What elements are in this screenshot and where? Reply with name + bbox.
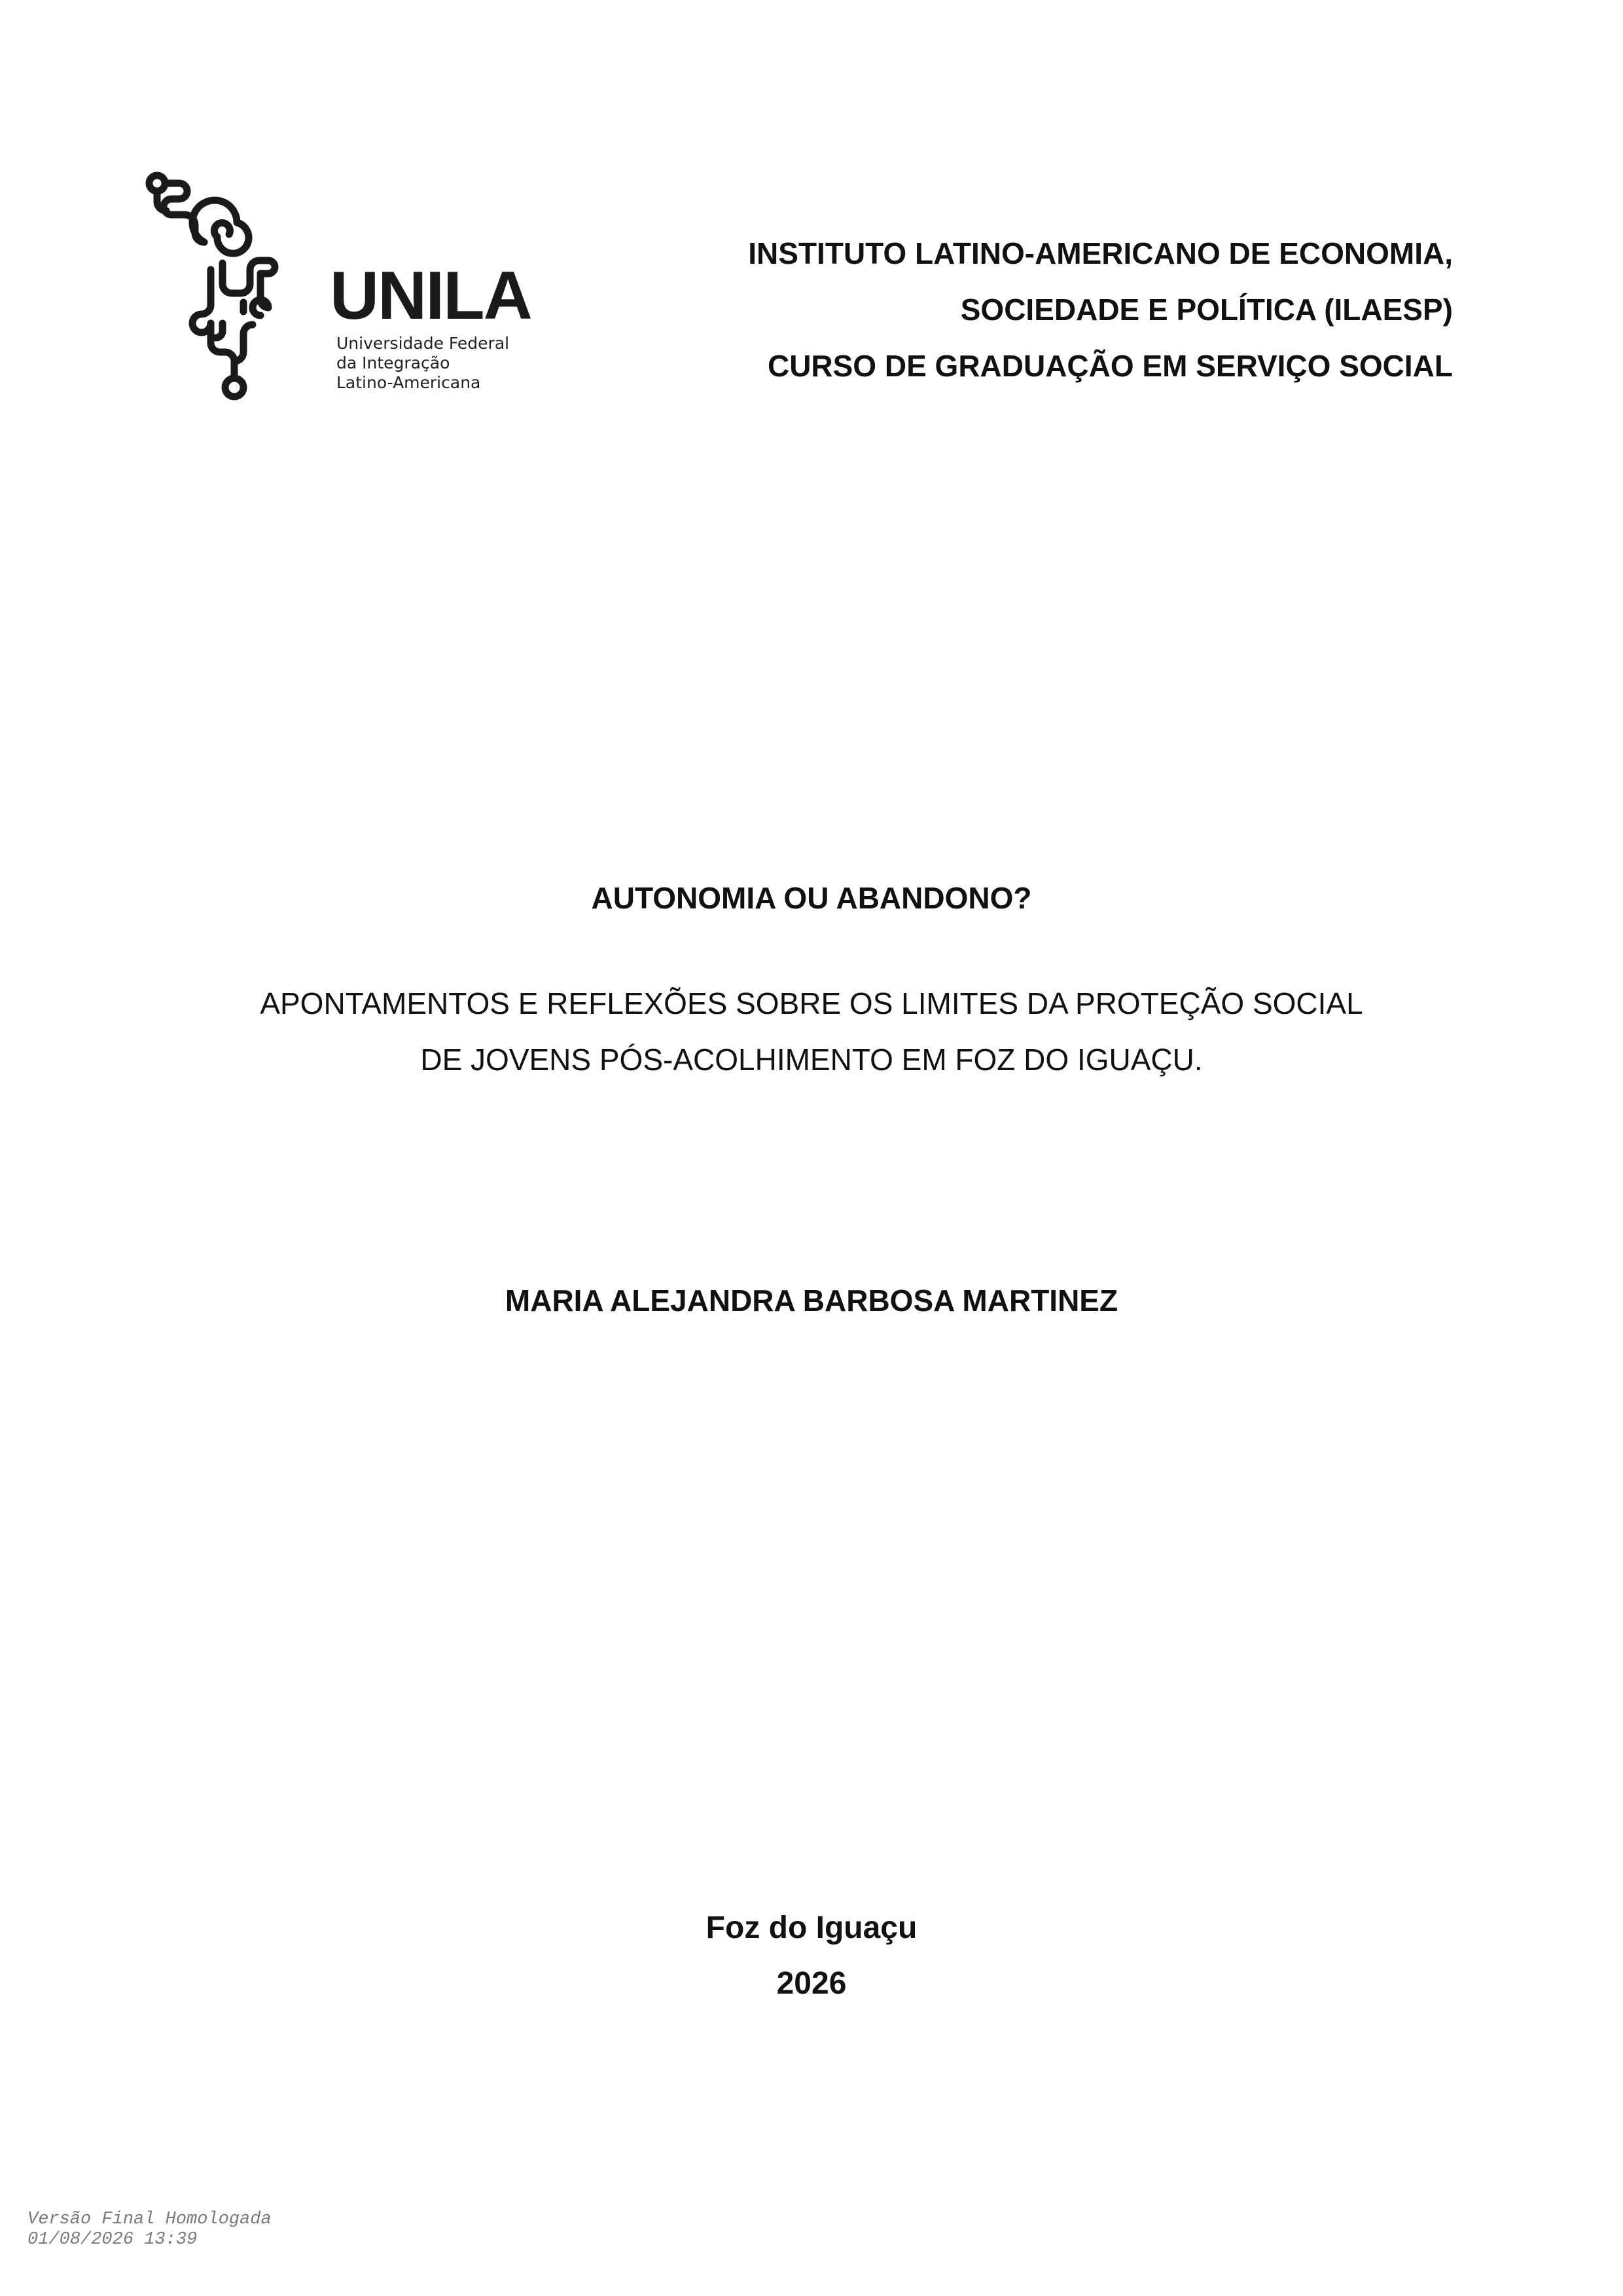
institution-header	[748, 225, 1453, 394]
logo-subtitle-line: Latino-Americana	[336, 373, 481, 392]
unila-wordmark: UNILA	[330, 258, 531, 334]
header-line: SOCIEDADE E POLÍTICA (ILAESP)	[960, 293, 1453, 327]
unila-logo-symbol	[145, 171, 342, 407]
stamp-datetime: 01/08/2026 13:39	[27, 2230, 198, 2250]
document-subtitle	[0, 975, 1623, 1088]
document-title: AUTONOMIA OU ABANDONO?	[591, 881, 1032, 915]
author-name: MARIA ALEJANDRA BARBOSA MARTINEZ	[505, 1283, 1118, 1318]
header-line: CURSO DE GRADUAÇÃO EM SERVIÇO SOCIAL	[767, 349, 1453, 383]
logo-subtitle-line: Universidade Federal	[336, 334, 510, 353]
logo-subtitle-line: da Integração	[336, 353, 450, 372]
year: 2026	[776, 1966, 847, 2001]
version-stamp	[27, 2210, 272, 2250]
stamp-status: Versão Final Homologada	[27, 2210, 272, 2229]
city: Foz do Iguaçu	[705, 1910, 918, 1945]
unila-logo	[145, 171, 531, 407]
header-line: INSTITUTO LATINO-AMERICANO DE ECONOMIA,	[748, 236, 1453, 270]
subtitle-line: APONTAMENTOS E REFLEXÕES SOBRE OS LIMITES DA PROTEÇÃO SOCIAL	[260, 986, 1363, 1020]
subtitle-line: DE JOVENS PÓS-ACOLHIMENTO EM FOZ DO IGUAÇU.	[420, 1043, 1203, 1077]
